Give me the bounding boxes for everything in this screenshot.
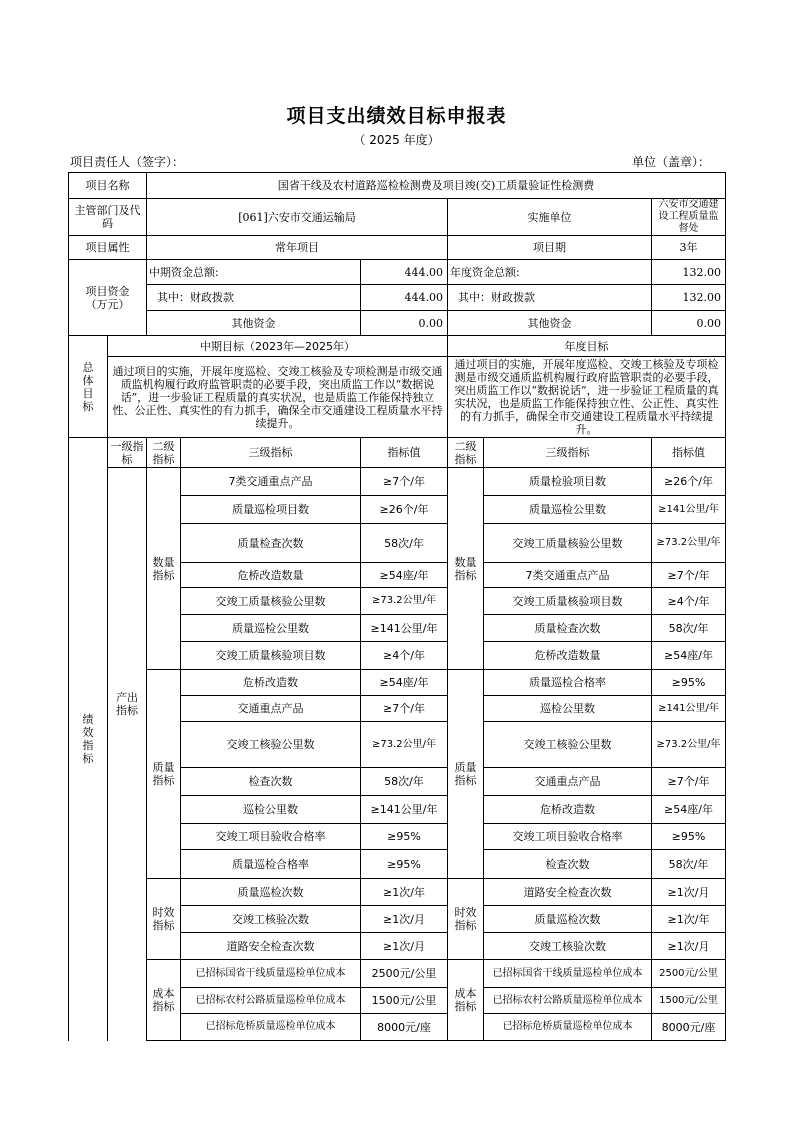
indicator-value-year: ≥141公里/年 bbox=[652, 496, 726, 524]
level1-header: 一级指标 bbox=[108, 438, 147, 468]
indicator-name-mid: 交通重点产品 bbox=[181, 696, 361, 722]
level2-time-year-label-text: 时效指标 bbox=[454, 906, 477, 932]
project-period-label: 项目期 bbox=[448, 236, 652, 260]
indicator-value-year: ≥54座/年 bbox=[652, 796, 726, 824]
performance-indicator-label bbox=[69, 438, 108, 1041]
year-goal-header: 年度目标 bbox=[448, 336, 726, 357]
indicator-value-mid: ≥4个/年 bbox=[361, 642, 448, 670]
value-header-mid: 指标值 bbox=[361, 438, 448, 468]
indicator-name-mid: 质量巡检项目数 bbox=[181, 496, 361, 524]
indicator-value-year: ≥141公里/年 bbox=[652, 696, 726, 722]
indicator-name-mid: 质量巡检合格率 bbox=[181, 850, 361, 879]
mid-fiscal-label: 其中：财政拨款 bbox=[147, 285, 361, 311]
level2-qual-year-label-text: 质量指标 bbox=[454, 761, 477, 787]
indicator-name-mid: 危桥改造数量 bbox=[181, 563, 361, 588]
department-value: [061]六安市交通运输局 bbox=[147, 199, 448, 236]
indicator-value-year: ≥95% bbox=[652, 824, 726, 850]
year-other-value: 0.00 bbox=[652, 311, 726, 336]
indicator-value-mid: ≥1次/月 bbox=[361, 933, 448, 960]
indicator-name-year: 已招标农村公路质量巡检单位成本 bbox=[484, 988, 652, 1014]
indicator-value-year: 58次/年 bbox=[652, 615, 726, 642]
overall-goal-label bbox=[69, 336, 108, 438]
year-goal-text: 通过项目的实施，开展年度巡检、交竣工核验及专项检测是市级交通质监机构履行政府监管职责的必要手段，突出质监工作以“数据说话”，进一步验证工程质量的真实状况，也是质监工作能保持独立性、公正性、真实性的有力抓手，确保全市交通建设工程质量水平持续提升。 bbox=[448, 357, 726, 438]
project-period-value: 3年 bbox=[652, 236, 726, 260]
indicator-value-mid: ≥73.2公里/年 bbox=[361, 722, 448, 768]
indicator-value-mid: 2500元/公里 bbox=[361, 960, 448, 988]
indicator-value-year: ≥4个/年 bbox=[652, 588, 726, 615]
indicator-name-mid: 已招标危桥质量巡检单位成本 bbox=[181, 1014, 361, 1041]
indicator-name-mid: 道路安全检查次数 bbox=[181, 933, 361, 960]
indicator-name-year: 交竣工核验公里数 bbox=[484, 722, 652, 768]
indicator-value-mid: ≥1次/年 bbox=[361, 879, 448, 906]
level2-cost-mid-label-text: 成本指标 bbox=[152, 987, 175, 1013]
indicator-value-mid: 58次/年 bbox=[361, 524, 448, 563]
level2-qual-mid-label-text: 质量指标 bbox=[152, 761, 175, 787]
indicator-name-year: 危桥改造数 bbox=[484, 796, 652, 824]
level2-qual-mid bbox=[147, 670, 181, 879]
indicator-name-mid: 已招标国省干线质量巡检单位成本 bbox=[181, 960, 361, 988]
indicator-value-mid: 58次/年 bbox=[361, 768, 448, 796]
indicator-value-year: ≥1次/年 bbox=[652, 906, 726, 933]
level2-header-mid: 二级指标 bbox=[147, 438, 181, 468]
implementing-unit-value: 六安市交通建设工程质量监督处 bbox=[652, 199, 726, 236]
mid-other-label: 其他资金 bbox=[147, 311, 361, 336]
level2-qty-year bbox=[448, 468, 484, 670]
year-total-value: 132.00 bbox=[652, 260, 726, 285]
indicator-value-year: 2500元/公里 bbox=[652, 960, 726, 988]
level2-cost-year-label-text: 成本指标 bbox=[454, 987, 477, 1013]
level1-output-cell bbox=[108, 468, 147, 1041]
indicator-name-year: 检查次数 bbox=[484, 850, 652, 879]
level2-qty-year-label-text: 数量指标 bbox=[454, 555, 477, 582]
level3-header-mid: 三级指标 bbox=[181, 438, 361, 468]
indicator-name-mid: 交竣工质量核验项目数 bbox=[181, 642, 361, 670]
indicator-value-year: ≥7个/年 bbox=[652, 563, 726, 588]
mid-goal-header: 中期目标（2023年—2025年） bbox=[108, 336, 448, 357]
indicator-value-mid: ≥95% bbox=[361, 850, 448, 879]
year-total-label: 年度资金总额: bbox=[448, 260, 652, 285]
indicator-name-year: 质量检验项目数 bbox=[484, 468, 652, 496]
implementing-unit-label: 实施单位 bbox=[448, 199, 652, 236]
indicator-name-year: 交竣工核验次数 bbox=[484, 933, 652, 960]
indicator-value-mid: ≥7个/年 bbox=[361, 696, 448, 722]
indicator-value-mid: ≥141公里/年 bbox=[361, 615, 448, 642]
indicator-value-year: ≥73.2公里/年 bbox=[652, 722, 726, 768]
indicator-name-mid: 质量巡检次数 bbox=[181, 879, 361, 906]
project-funds-label bbox=[69, 260, 147, 336]
level2-qty-mid-label-text: 数量指标 bbox=[152, 555, 175, 582]
indicator-name-year: 交通重点产品 bbox=[484, 768, 652, 796]
indicator-name-mid: 交竣工质量核验公里数 bbox=[181, 588, 361, 615]
mid-fiscal-value: 444.00 bbox=[361, 285, 448, 311]
indicator-value-mid: ≥54座/年 bbox=[361, 563, 448, 588]
indicator-name-year: 交竣工项目验收合格率 bbox=[484, 824, 652, 850]
indicator-name-year: 危桥改造数量 bbox=[484, 642, 652, 670]
level2-qty-mid bbox=[147, 468, 181, 670]
level2-time-mid-label-text: 时效指标 bbox=[152, 906, 175, 932]
indicator-name-year: 质量检查次数 bbox=[484, 615, 652, 642]
indicator-name-year: 交竣工质量核验公里数 bbox=[484, 524, 652, 563]
indicator-name-year: 质量巡检公里数 bbox=[484, 496, 652, 524]
indicator-name-mid: 已招标农村公路质量巡检单位成本 bbox=[181, 988, 361, 1014]
level2-cost-year bbox=[448, 960, 484, 1041]
indicator-name-year: 已招标危桥质量巡检单位成本 bbox=[484, 1014, 652, 1041]
indicator-name-mid: 巡检公里数 bbox=[181, 796, 361, 824]
value-header-year: 指标值 bbox=[652, 438, 726, 468]
indicator-name-year: 巡检公里数 bbox=[484, 696, 652, 722]
indicator-value-year: 8000元/座 bbox=[652, 1014, 726, 1041]
project-name-value: 国省干线及农村道路巡检检测费及项目竣(交)工质量验证性检测费 bbox=[147, 173, 726, 199]
indicator-value-mid: 1500元/公里 bbox=[361, 988, 448, 1014]
indicator-value-mid: ≥54座/年 bbox=[361, 670, 448, 696]
level2-cost-mid bbox=[147, 960, 181, 1041]
responsible-person-label: 项目责任人（签字）： bbox=[70, 155, 185, 169]
indicator-value-year: 1500元/公里 bbox=[652, 988, 726, 1014]
unit-seal-label: 单位（盖章）： bbox=[632, 155, 711, 169]
indicator-name-mid: 质量检查次数 bbox=[181, 524, 361, 563]
indicator-value-year: ≥95% bbox=[652, 670, 726, 696]
indicator-name-year: 质量巡检次数 bbox=[484, 906, 652, 933]
indicator-name-mid: 交竣工核验次数 bbox=[181, 906, 361, 933]
indicator-name-year: 质量巡检合格率 bbox=[484, 670, 652, 696]
level2-time-mid bbox=[147, 879, 181, 960]
indicator-value-year: ≥54座/年 bbox=[652, 642, 726, 670]
indicator-value-year: ≥73.2公里/年 bbox=[652, 524, 726, 563]
indicator-value-year: ≥7个/年 bbox=[652, 768, 726, 796]
report-year: （ 2025 年度） bbox=[353, 133, 440, 147]
indicator-name-year: 7类交通重点产品 bbox=[484, 563, 652, 588]
year-other-label: 其他资金 bbox=[448, 311, 652, 336]
indicator-name-year: 交竣工质量核验项目数 bbox=[484, 588, 652, 615]
mid-other-value: 0.00 bbox=[361, 311, 448, 336]
indicator-name-mid: 交竣工核验公里数 bbox=[181, 722, 361, 768]
indicator-value-mid: ≥73.2公里/年 bbox=[361, 588, 448, 615]
level2-header-year: 二级指标 bbox=[448, 438, 484, 468]
mid-total-value: 444.00 bbox=[361, 260, 448, 285]
indicator-value-mid: ≥1次/月 bbox=[361, 906, 448, 933]
performance-goal-table bbox=[68, 172, 726, 1041]
page-title: 项目支出绩效目标申报表 bbox=[286, 105, 507, 127]
project-attribute-label: 项目属性 bbox=[69, 236, 147, 260]
mid-goal-text: 通过项目的实施，开展年度巡检、交竣工核验及专项检测是市级交通质监机构履行政府监管职责的必要手段，突出质监工作以“数据说话”，进一步验证工程质量的真实状况，也是质监工作能保持独立性、公正性、真实性的有力抓手，确保全市交通建设工程质量水平持续提升。 bbox=[108, 357, 448, 438]
overall-goal-label-text: 总体目标 bbox=[82, 360, 94, 413]
indicator-name-year: 已招标国省干线质量巡检单位成本 bbox=[484, 960, 652, 988]
level2-qual-year bbox=[448, 670, 484, 879]
project-name-label: 项目名称 bbox=[69, 173, 147, 199]
mid-total-label: 中期资金总额: bbox=[147, 260, 361, 285]
level2-time-year bbox=[448, 879, 484, 960]
year-fiscal-label: 其中：财政拨款 bbox=[448, 285, 652, 311]
project-attribute-value: 常年项目 bbox=[147, 236, 448, 260]
level3-header-year: 三级指标 bbox=[484, 438, 652, 468]
indicator-value-year: ≥26个/年 bbox=[652, 468, 726, 496]
indicator-name-mid: 质量巡检公里数 bbox=[181, 615, 361, 642]
indicator-value-year: 58次/年 bbox=[652, 850, 726, 879]
indicator-name-mid: 危桥改造数 bbox=[181, 670, 361, 696]
indicator-value-mid: 8000元/座 bbox=[361, 1014, 448, 1041]
indicator-value-mid: ≥26个/年 bbox=[361, 496, 448, 524]
indicator-name-year: 道路安全检查次数 bbox=[484, 879, 652, 906]
indicator-value-year: ≥1次/月 bbox=[652, 879, 726, 906]
indicator-value-mid: ≥7个/年 bbox=[361, 468, 448, 496]
indicator-value-year: ≥1次/月 bbox=[652, 933, 726, 960]
level1-output-label-text: 产出指标 bbox=[116, 691, 138, 718]
year-fiscal-value: 132.00 bbox=[652, 285, 726, 311]
indicator-name-mid: 检查次数 bbox=[181, 768, 361, 796]
project-funds-label-text: 项目资金（万元） bbox=[85, 284, 130, 311]
indicator-name-mid: 7类交通重点产品 bbox=[181, 468, 361, 496]
indicator-value-mid: ≥141公里/年 bbox=[361, 796, 448, 824]
performance-indicator-label-text: 绩效指标 bbox=[82, 713, 94, 766]
department-label: 主管部门及代码 bbox=[69, 199, 147, 236]
indicator-name-mid: 交竣工项目验收合格率 bbox=[181, 824, 361, 850]
indicator-value-mid: ≥95% bbox=[361, 824, 448, 850]
